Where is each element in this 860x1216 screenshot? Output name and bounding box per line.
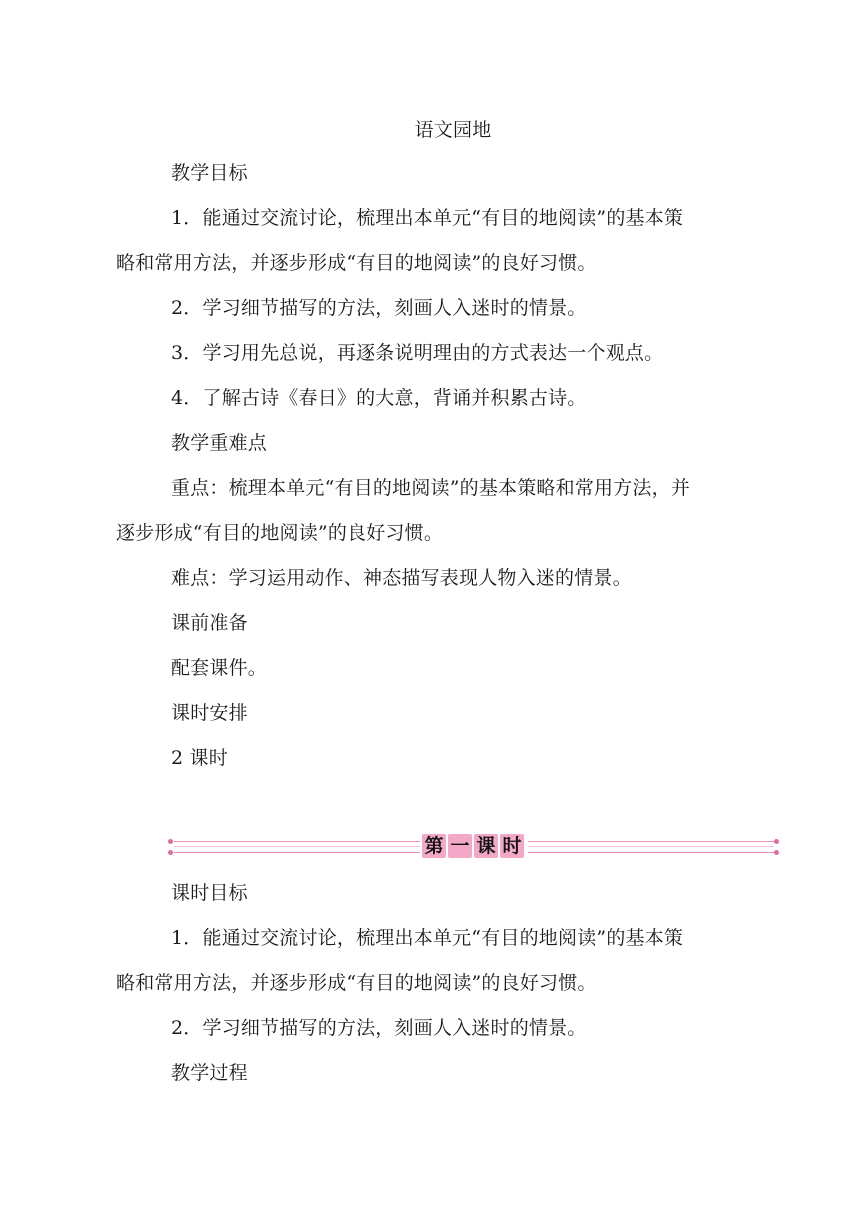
banner-char-1: 第: [422, 834, 446, 858]
goal-4: 4．了解古诗《春日》的大意，背诵并积累古诗。: [171, 387, 587, 409]
heading-teaching-process: 教学过程: [171, 1062, 248, 1084]
lesson-goal-1-line-1: 1．能通过交流讨论，梳理出本单元“有目的地阅读”的基本策: [171, 927, 684, 949]
lesson-banner: [168, 834, 780, 860]
key-point-line-2: 逐步形成“有目的地阅读”的良好习惯。: [116, 522, 444, 544]
banner-dot-left-bottom: [168, 850, 173, 855]
preparation-text: 配套课件。: [171, 657, 268, 679]
page-title: 语文园地: [414, 119, 492, 141]
heading-schedule: 课时安排: [171, 702, 248, 724]
banner-rule-right-top: [528, 841, 774, 842]
goal-1-line-1: 1．能通过交流讨论，梳理出本单元“有目的地阅读”的基本策: [171, 207, 684, 229]
banner-rule-left-top: [174, 841, 420, 842]
heading-teaching-goals: 教学目标: [171, 162, 248, 184]
banner-dot-right-bottom: [774, 850, 779, 855]
goal-1-line-2: 略和常用方法，并逐步形成“有目的地阅读”的良好习惯。: [116, 252, 597, 274]
banner-label: [422, 834, 524, 860]
banner-rule-left-bottom: [174, 852, 420, 853]
banner-char-2: 一: [448, 834, 472, 858]
banner-char-4: 时: [500, 834, 524, 858]
goal-2: 2．学习细节描写的方法，刻画人入迷时的情景。: [171, 297, 587, 319]
banner-char-3: 课: [474, 834, 498, 858]
banner-rule-right-bottom: [528, 852, 774, 853]
difficult-point: 难点：学习运用动作、神态描写表现人物入迷的情景。: [171, 567, 632, 589]
heading-preparation: 课前准备: [171, 612, 248, 634]
key-point-line-1: 重点：梳理本单元“有目的地阅读”的基本策略和常用方法，并: [171, 477, 691, 499]
heading-key-difficult-points: 教学重难点: [171, 432, 268, 454]
lesson-goal-1-line-2: 略和常用方法，并逐步形成“有目的地阅读”的良好习惯。: [116, 972, 597, 994]
schedule-text: 2 课时: [171, 747, 228, 769]
heading-lesson-goals: 课时目标: [171, 882, 248, 904]
banner-rule-left-middle: [174, 846, 420, 847]
lesson-goal-2: 2．学习细节描写的方法，刻画人入迷时的情景。: [171, 1017, 587, 1039]
banner-dot-right-top: [774, 839, 779, 844]
goal-3: 3．学习用先总说，再逐条说明理由的方式表达一个观点。: [171, 342, 664, 364]
banner-dot-left-top: [168, 839, 173, 844]
banner-rule-right-middle: [528, 846, 774, 847]
